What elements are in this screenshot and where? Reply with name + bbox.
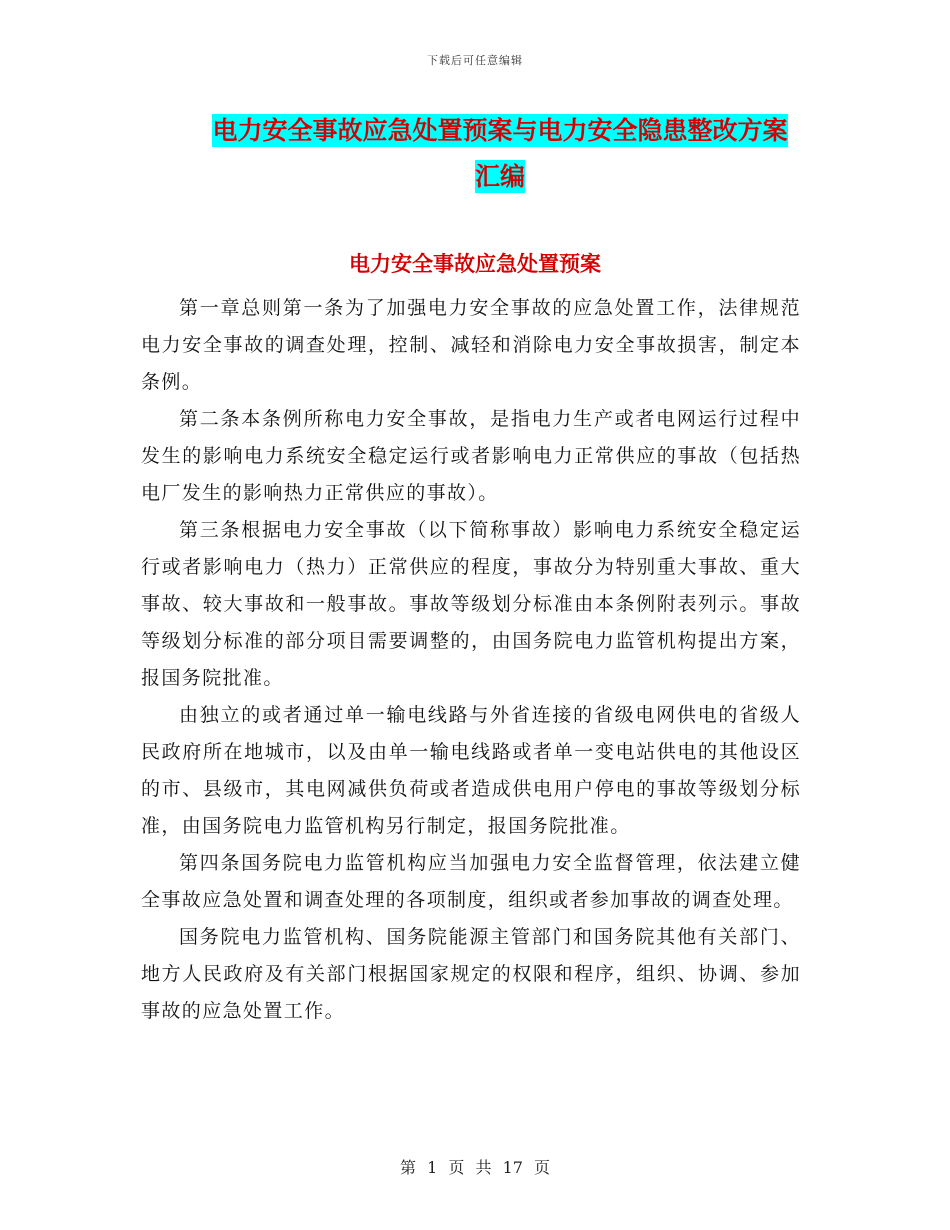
header-note: 下载后可任意编辑 [427, 54, 523, 67]
footer-prefix: 第 [399, 1158, 416, 1177]
footer-suffix: 页 [534, 1158, 551, 1177]
page-footer [0, 1155, 950, 1178]
footer-page-number: 1 [427, 1158, 438, 1177]
document-title [190, 108, 810, 200]
footer-total-prefix: 共 [475, 1158, 492, 1177]
footer-page-word: 页 [448, 1158, 465, 1177]
paragraph-1: 第一章总则第一条为了加强电力安全事故的应急处置工作，法律规范电力安全事故的调查处理，控制、减轻和消除电力安全事故损害，制定本条例。 [141, 297, 801, 393]
section-title: 电力安全事故应急处置预案 [349, 252, 601, 276]
document-title-line-1: 电力安全事故应急处置预案与电力安全隐患整改方案 [212, 116, 788, 145]
paragraph-3: 第三条根据电力安全事故（以下简称事故）影响电力系统安全稳定运行或者影响电力（热力）正常供应的程度，事故分为特别重大事故、重大事故、较大事故和一般事故。事故等级划分标准由本条例附表列示。事故等级划分标准的部分项目需要调整的，由国务院电力监管机构提出方案，报国务院批准。 [141, 519, 801, 689]
body-text [141, 290, 801, 1030]
footer-total-pages: 17 [502, 1158, 523, 1177]
document-title-line-2: 汇编 [474, 162, 525, 191]
paragraph-6: 国务院电力监管机构、国务院能源主管部门和国务院其他有关部门、地方人民政府及有关部门根据国家规定的权限和程序，组织、协调、参加事故的应急处置工作。 [141, 926, 801, 1022]
paragraph-4: 由独立的或者通过单一输电线路与外省连接的省级电网供电的省级人民政府所在地城市，以及由单一输电线路或者单一变电站供电的其他设区的市、县级市，其电网减供负荷或者造成供电用户停电的事故等级划分标准，由国务院电力监管机构另行制定，报国务院批准。 [141, 704, 801, 837]
paragraph-5: 第四条国务院电力监管机构应当加强电力安全监督管理，依法建立健全事故应急处置和调查处理的各项制度，组织或者参加事故的调查处理。 [141, 852, 801, 911]
paragraph-2: 第二条本条例所称电力安全事故，是指电力生产或者电网运行过程中发生的影响电力系统安全稳定运行或者影响电力正常供应的事故（包括热电厂发生的影响热力正常供应的事故）。 [141, 408, 801, 504]
